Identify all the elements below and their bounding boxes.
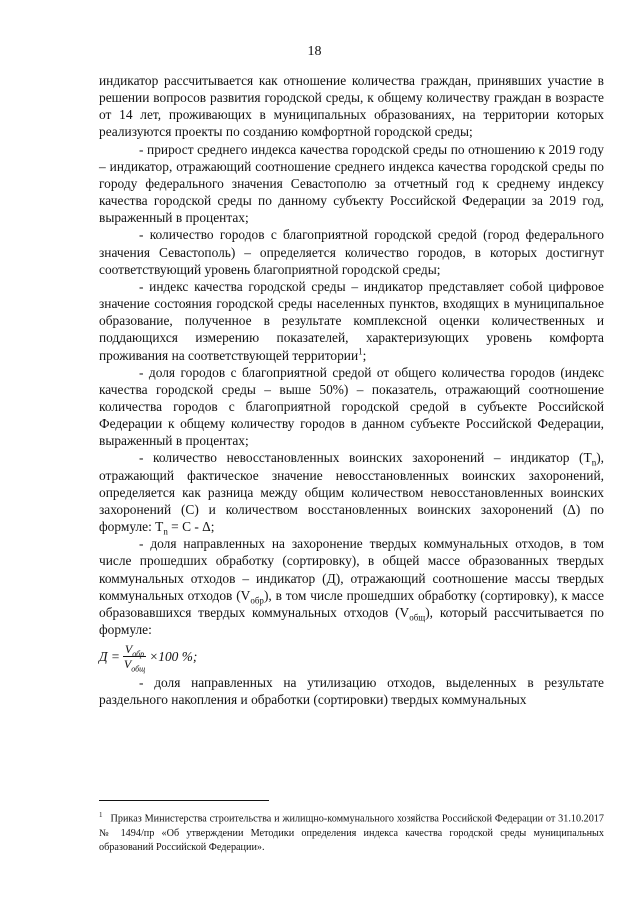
footnote-mark: 1	[99, 811, 103, 819]
footnote	[99, 808, 604, 856]
paragraph: - доля городов с благоприятной средой от общего количества городов (индекс качества городской среды – выше 50%) – показатель, отражающий соотношение количества городов с благоприятной городской средой в субъекте Российской Федерации к общему количеству городов в данном субъекте Российской Федерации, выраженный в процентах;	[99, 364, 604, 449]
paragraph	[99, 278, 604, 364]
subscript: обр	[250, 595, 264, 606]
formula-inline: = С - Δ;	[167, 519, 215, 535]
paragraph-text: - индекс качества городской среды – индикатор представляет собой цифровое значение состояния городской среды населенных пунктов, входящих в муниципальное образование, полученное в результате комплексной оценки количественных и поддающихся измерению показателей, характеризующих уровень комфорта проживания на соответствующей территории	[99, 278, 604, 363]
footnote-separator	[99, 800, 269, 801]
formula-rhs: ×100 %	[149, 648, 193, 664]
footnote-reference[interactable]: 1	[358, 346, 363, 357]
paragraph-text: ), в том числе прошедших обработку (сортировку), к массе образовавшихся твердых коммунальных отходов (V	[99, 587, 604, 620]
paragraph: - доля направленных на утилизацию отходов, выделенных в результате раздельного накопления и обработки (сортировки) твердых коммунальных	[99, 675, 604, 708]
subscript: общ	[409, 612, 426, 623]
paragraph-text: ), отражающий фактическое значение невосстановленных воинских захоронений, определяется как разница между общим количеством невосстановленных воинских захоронений (С) и количеством восстановленных воинских захоронений (Δ) по формуле: Т	[99, 450, 604, 535]
page-number: 18	[307, 44, 322, 59]
paragraph-text: ), который рассчитывается по формуле:	[99, 604, 604, 637]
formula	[99, 638, 604, 674]
paragraph: индикатор рассчитывается как отношение количества граждан, принявших участие в решении вопросов развития городской среды, к общему количеству граждан в возрасте от 14 лет, проживающих в муниципальных образованиях, на территории которых реализуются проекты по созданию комфортной городской среды;	[99, 73, 604, 140]
body-text	[99, 72, 604, 708]
subscript: n	[591, 458, 597, 469]
subscript: n	[163, 526, 168, 537]
paragraph-text: - количество невосстановленных воинских захоронений – индикатор (Т	[139, 450, 592, 466]
fraction-numerator: $V_{обр}$	[124, 641, 145, 659]
footnote-text: Приказ Министерства строительства и жилищно-коммунального хозяйства Российской Федерации от 31.10.2017 № 1494/пр «Об утверждении Методики определения индекса качества городской среды муниципальных образований Российской Федерации».	[99, 813, 604, 854]
formula-lhs: Д =	[99, 648, 120, 664]
paragraph-text: - доля направленных на захоронение твердых коммунальных отходов, в том числе прошедших обработку (сортировку), в общей массе образованных твердых коммунальных отходов – индикатор (Д), отражающий соотношение массы твердых коммунальных отходов (V	[99, 536, 604, 603]
paragraph: - прирост среднего индекса качества городской среды по отношению к 2019 году – индикатор, отражающий соотношение среднего индекса качества городской среды по городу федерального значения Севастополю за отчетный год к среднему индексу качества городской среды по данному субъекту Российской Федерации за 2019 год, выраженный в процентах;	[99, 141, 604, 226]
formula-end: ;	[192, 648, 198, 664]
paragraph-end: ;	[362, 347, 367, 363]
fraction	[122, 641, 147, 674]
paragraph: - количество городов с благоприятной городской средой (город федерального значения Севастополь) – определяется количество городов, в которых достигнут соответствующий уровень благоприятной городской среды;	[99, 227, 604, 277]
paragraph	[99, 535, 604, 638]
fraction-denominator: $V_{общ}$	[123, 656, 146, 674]
paragraph	[99, 449, 604, 535]
